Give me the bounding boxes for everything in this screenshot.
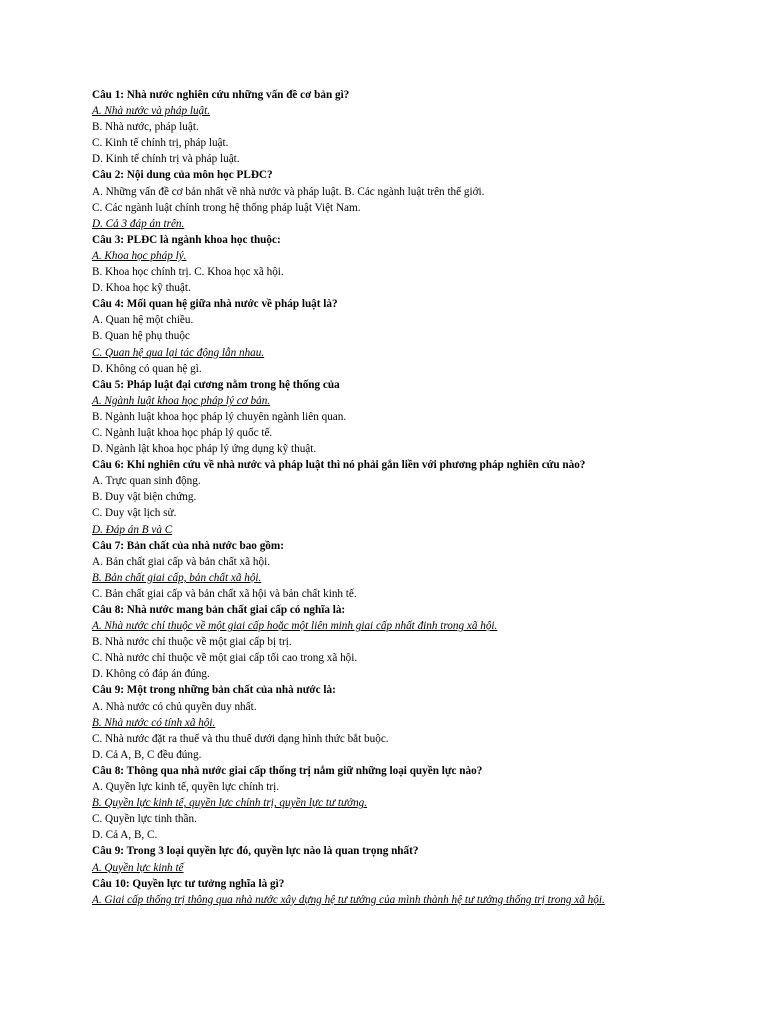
correct-answer-option: C. Quan hệ qua lại tác động lẫn nhau. — [92, 346, 265, 359]
correct-answer-option: A. Giai cấp thống trị thông qua nhà nước xây dựng hệ tư tưởng của mình thành hệ tư tưởng thống trị trong xã hội. — [92, 893, 605, 906]
question-text: Câu 6: Khi nghiên cứu về nhà nước và pháp luật thì nó phải gắn liền với phương pháp nghiên cứu nào? — [92, 459, 586, 472]
answer-option: D. Cả A, B, C đều đúng. — [92, 748, 202, 761]
correct-answer-option: A. Khoa học pháp lý. — [92, 249, 187, 262]
correct-answer-option: A. Quyền lực kinh tế — [92, 861, 184, 874]
question-list — [92, 87, 682, 908]
answer-option: B. Ngành luật khoa học pháp lý chuyên ngành liên quan. — [92, 410, 347, 423]
correct-answer-option: B. Quyền lực kinh tế, quyền lực chính trị, quyền lực tư tưởng. — [92, 797, 368, 810]
answer-option: D. Không có đáp án đúng. — [92, 668, 210, 681]
question-block — [92, 232, 682, 296]
answer-option: C. Kinh tế chính trị, pháp luật. — [92, 137, 229, 150]
answer-option: B. Duy vật biện chứng. — [92, 491, 197, 504]
question-text: Câu 10: Quyền lực tư tưởng nghĩa là gì? — [92, 877, 285, 890]
question-text: Câu 7: Bản chất của nhà nước bao gồm: — [92, 539, 284, 552]
question-block — [92, 538, 682, 602]
answer-option: D. Ngành lật khoa học pháp lý ứng dụng kỹ thuật. — [92, 443, 317, 456]
answer-option: A. Những vấn đề cơ bản nhất về nhà nước và pháp luật. B. Các ngành luật trên thế giới. — [92, 185, 485, 198]
answer-option: C. Ngành luật khoa học pháp lý quốc tế. — [92, 426, 273, 439]
answer-option: D. Kinh tế chính trị và pháp luật. — [92, 153, 240, 166]
answer-option: C. Duy vật lịch sử. — [92, 507, 177, 520]
question-text: Câu 2: Nội dung của môn học PLĐC? — [92, 169, 273, 182]
question-text: Câu 9: Trong 3 loại quyền lực đó, quyền lực nào là quan trọng nhất? — [92, 845, 419, 858]
answer-option: C. Nhà nước đặt ra thuế và thu thuế dưới dạng hình thức bắt buộc. — [92, 732, 389, 745]
answer-option: C. Bản chất giai cấp và bản chất xã hội và bản chất kinh tế. — [92, 587, 357, 600]
question-block — [92, 377, 682, 457]
correct-answer-option: A. Nhà nước chỉ thuộc về một giai cấp hoặc một liên minh giai cấp nhất đinh trong xã hội. — [92, 620, 498, 633]
question-block — [92, 602, 682, 682]
question-text: Câu 8: Nhà nước mang bản chất giai cấp có nghĩa là: — [92, 604, 346, 616]
answer-option: B. Nhà nước, pháp luật. — [92, 121, 199, 134]
answer-option: D. Cả A, B, C. — [92, 829, 158, 842]
question-text: Câu 3: PLĐC là ngành khoa học thuộc: — [92, 233, 281, 246]
question-block — [92, 87, 682, 167]
correct-answer-option: D. Cả 3 đáp án trên. — [92, 217, 185, 230]
question-text: Câu 9: Một trong những bản chất của nhà nước là: — [92, 684, 336, 697]
answer-option: A. Quan hệ một chiều. — [92, 314, 194, 327]
question-block — [92, 457, 682, 537]
answer-option: B. Quan hệ phụ thuộc — [92, 330, 190, 343]
answer-option: A. Nhà nước có chủ quyền duy nhất. — [92, 700, 257, 713]
question-text: Câu 1: Nhà nước nghiên cứu những vấn đề cơ bản gì? — [92, 89, 350, 101]
answer-option: A. Quyền lực kinh tế, quyền lực chính trị. — [92, 781, 280, 794]
question-text: Câu 5: Pháp luật đại cương nằm trong hệ thống của — [92, 378, 340, 391]
answer-option: C. Các ngành luật chính trong hệ thống pháp luật Việt Nam. — [92, 201, 361, 214]
answer-option: A. Bản chất giai cấp và bản chất xã hội. — [92, 555, 271, 568]
question-text: Câu 4: Mối quan hệ giữa nhà nước về pháp luật là? — [92, 298, 338, 311]
question-block — [92, 843, 682, 875]
question-block — [92, 167, 682, 231]
answer-option: C. Nhà nước chỉ thuộc về một giai cấp tối cao trong xã hội. — [92, 652, 358, 665]
correct-answer-option: B. Nhà nước có tính xã hội. — [92, 716, 216, 729]
answer-option: B. Nhà nước chỉ thuộc về một giai cấp bị trị. — [92, 636, 292, 649]
answer-option: C. Quyền lực tinh thần. — [92, 813, 197, 826]
answer-option: A. Trực quan sinh động. — [92, 475, 201, 488]
answer-option: D. Không có quan hệ gì. — [92, 362, 202, 375]
correct-answer-option: B. Bản chất giai cấp, bản chất xã hội. — [92, 571, 262, 584]
answer-option: B. Khoa học chính trị. C. Khoa học xã hội. — [92, 266, 284, 279]
question-block — [92, 682, 682, 762]
correct-answer-option: A. Nhà nước và pháp luật. — [92, 105, 211, 118]
question-text: Câu 8: Thông qua nhà nước giai cấp thống trị nắm giữ những loại quyền lực nào? — [92, 764, 483, 777]
correct-answer-option: A. Ngành luật khoa học pháp lý cơ bản. — [92, 394, 271, 407]
question-block — [92, 876, 682, 908]
answer-option: D. Khoa học kỹ thuật. — [92, 282, 191, 295]
question-block — [92, 296, 682, 376]
question-block — [92, 763, 682, 843]
correct-answer-option: D. Đáp án B và C — [92, 523, 173, 536]
